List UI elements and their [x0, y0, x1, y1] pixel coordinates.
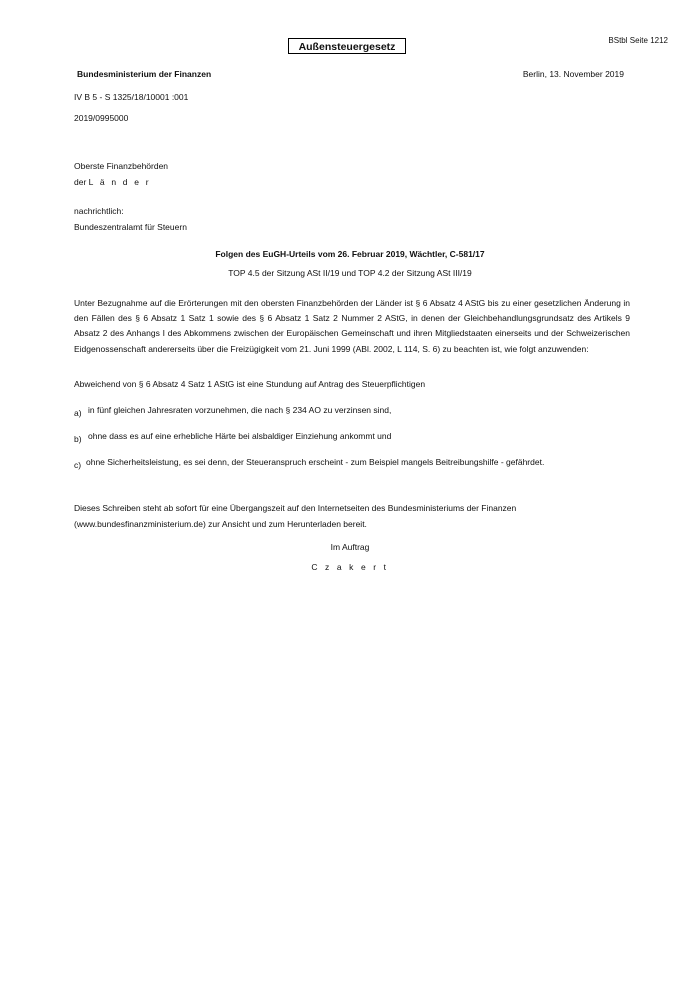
- list-item: [74, 457, 545, 470]
- body-paragraph-2: Abweichend von § 6 Absatz 4 Satz 1 AStG ist eine Stundung auf Antrag des Steuerpflichtigen: [74, 379, 426, 389]
- recipients-block: [74, 158, 168, 190]
- recipient-line-2-prefix: der: [74, 177, 89, 187]
- page-reference: BStbl Seite 1212: [608, 36, 668, 45]
- list-item-text: in fünf gleichen Jahresraten vorzunehmen, die nach § 234 AO zu verzinsen sind,: [88, 405, 392, 415]
- cc-block: [74, 203, 187, 235]
- list-item: [74, 431, 392, 444]
- body-paragraph-1: Unter Bezugnahme auf die Erörterungen mit den obersten Finanzbehörden der Länder ist § 6 Absatz 4 AStG bis zu einer gesetzlichen Änderung in den Fällen des § 6 Absatz 1 Satz 1 sowie des § 6 Absatz 1 Satz 2 Nummer 2 AStG, in denen der Gleichbehandlungsgrundsatz des Artikels 9 Absatz 2 des Anhangs I des Abkommens zwischen der Europäischen Gemeinschaft und ihren Mitgliedstaaten einerseits und der Schweizerischen Eidgenossenschaft andererseits über die Freizügigkeit vom 21. Juni 1999 (ABl. 2002, L 114, S. 6) zu beachten ist, wie folgt anzuwenden:: [74, 298, 630, 354]
- law-title-box: Außensteuergesetz: [288, 38, 406, 54]
- list-item: [74, 405, 392, 418]
- list-item-text: ohne Sicherheitsleistung, es sei denn, der Steueranspruch erscheint - zum Beispiel mangels Beitreibungshilfe - gefährdet.: [86, 457, 545, 467]
- signatory-name: C z a k e r t: [311, 562, 389, 572]
- closing-paragraph: Dieses Schreiben steht ab sofort für eine Übergangszeit auf den Internetseiten des Bundesministeriums der Finanzen (www.bundesfinanzministerium.de) zur Ansicht und zum Herunterladen bereit.: [74, 503, 517, 529]
- sender-ministry: Bundesministerium der Finanzen: [77, 69, 212, 79]
- list-item-text: ohne dass es auf eine erhebliche Härte bei alsbaldiger Einziehung ankommt und: [88, 431, 392, 441]
- recipient-line-1: Oberste Finanzbehörden: [74, 161, 169, 171]
- recipient-laender: L ä n d e r: [88, 177, 151, 187]
- list-item-marker: a): [74, 408, 82, 418]
- im-auftrag-line: Im Auftrag: [330, 542, 370, 552]
- cc-recipient: Bundeszentralamt für Steuern: [74, 222, 187, 232]
- place-date: Berlin, 13. November 2019: [522, 69, 624, 79]
- recipient-line-2: [74, 174, 168, 190]
- subject-subtitle: TOP 4.5 der Sitzung ASt II/19 und TOP 4.2 der Sitzung ASt III/19: [228, 268, 472, 278]
- reference-number: IV B 5 - S 1325/18/10001 :001: [74, 92, 189, 102]
- document-number: 2019/0995000: [74, 113, 129, 123]
- cc-label: nachrichtlich:: [74, 206, 124, 216]
- list-item-marker: c): [74, 460, 82, 470]
- subject-title: Folgen des EuGH-Urteils vom 26. Februar 2019, Wächtler, C-581/17: [215, 249, 485, 259]
- list-item-marker: b): [74, 434, 82, 444]
